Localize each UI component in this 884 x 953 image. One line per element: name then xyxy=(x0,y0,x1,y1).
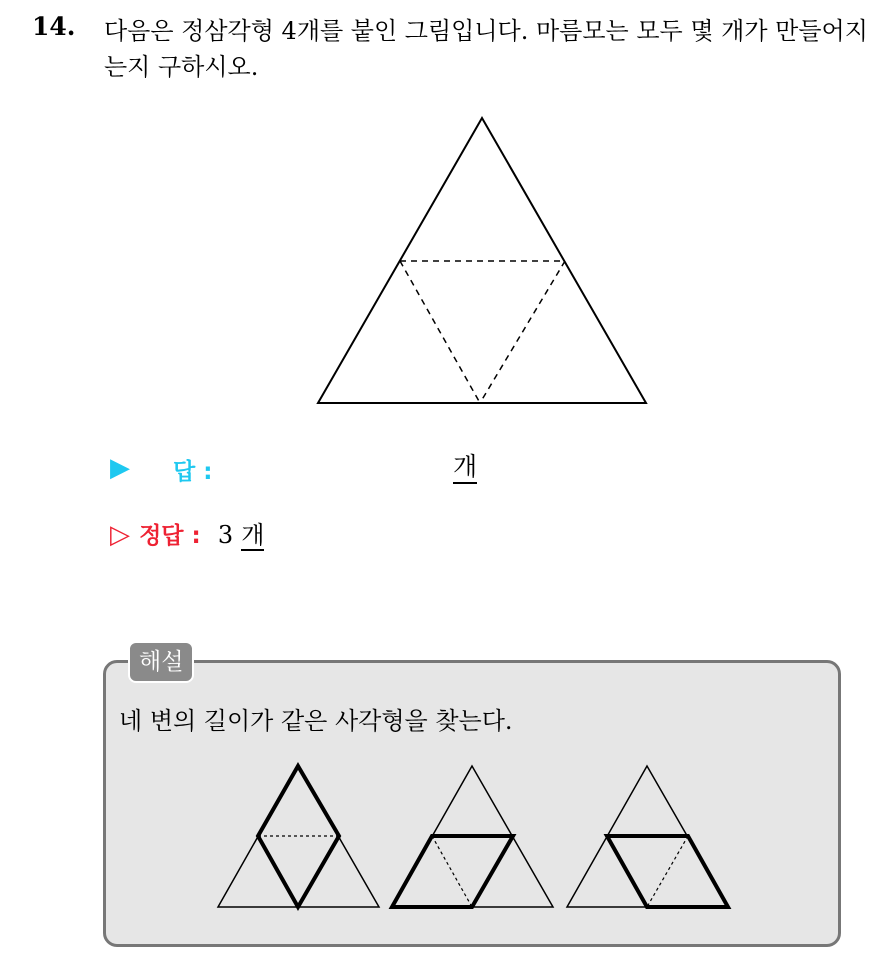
inner-dashed-triangle xyxy=(400,261,565,403)
rhombus-figure-2 xyxy=(388,762,558,912)
answer-row xyxy=(110,453,213,485)
explanation-tag: 해설 xyxy=(128,641,194,683)
explanation-text: 네 변의 길이가 같은 사각형을 찾는다. xyxy=(119,707,513,735)
answer-arrow-icon: ▶ xyxy=(110,453,130,483)
rhombus-figure-3 xyxy=(563,762,733,912)
answer-unit: 개 xyxy=(453,452,477,484)
triangle-figure xyxy=(312,112,652,410)
rhombus-figure-1 xyxy=(214,762,384,912)
correct-answer-row xyxy=(110,515,264,550)
question-number: 14. xyxy=(32,12,76,41)
correct-unit: 개 xyxy=(241,521,265,549)
correct-label: 정답 : xyxy=(139,523,201,549)
answer-label: 답 : xyxy=(173,459,213,485)
correct-arrow-icon: ▷ xyxy=(110,520,130,550)
correct-value: 3 xyxy=(217,521,234,549)
question-text: 다음은 정삼각형 4개를 붙인 그림입니다. 마름모는 모두 몇 개가 만들어지는지 구하시오. xyxy=(104,17,868,81)
